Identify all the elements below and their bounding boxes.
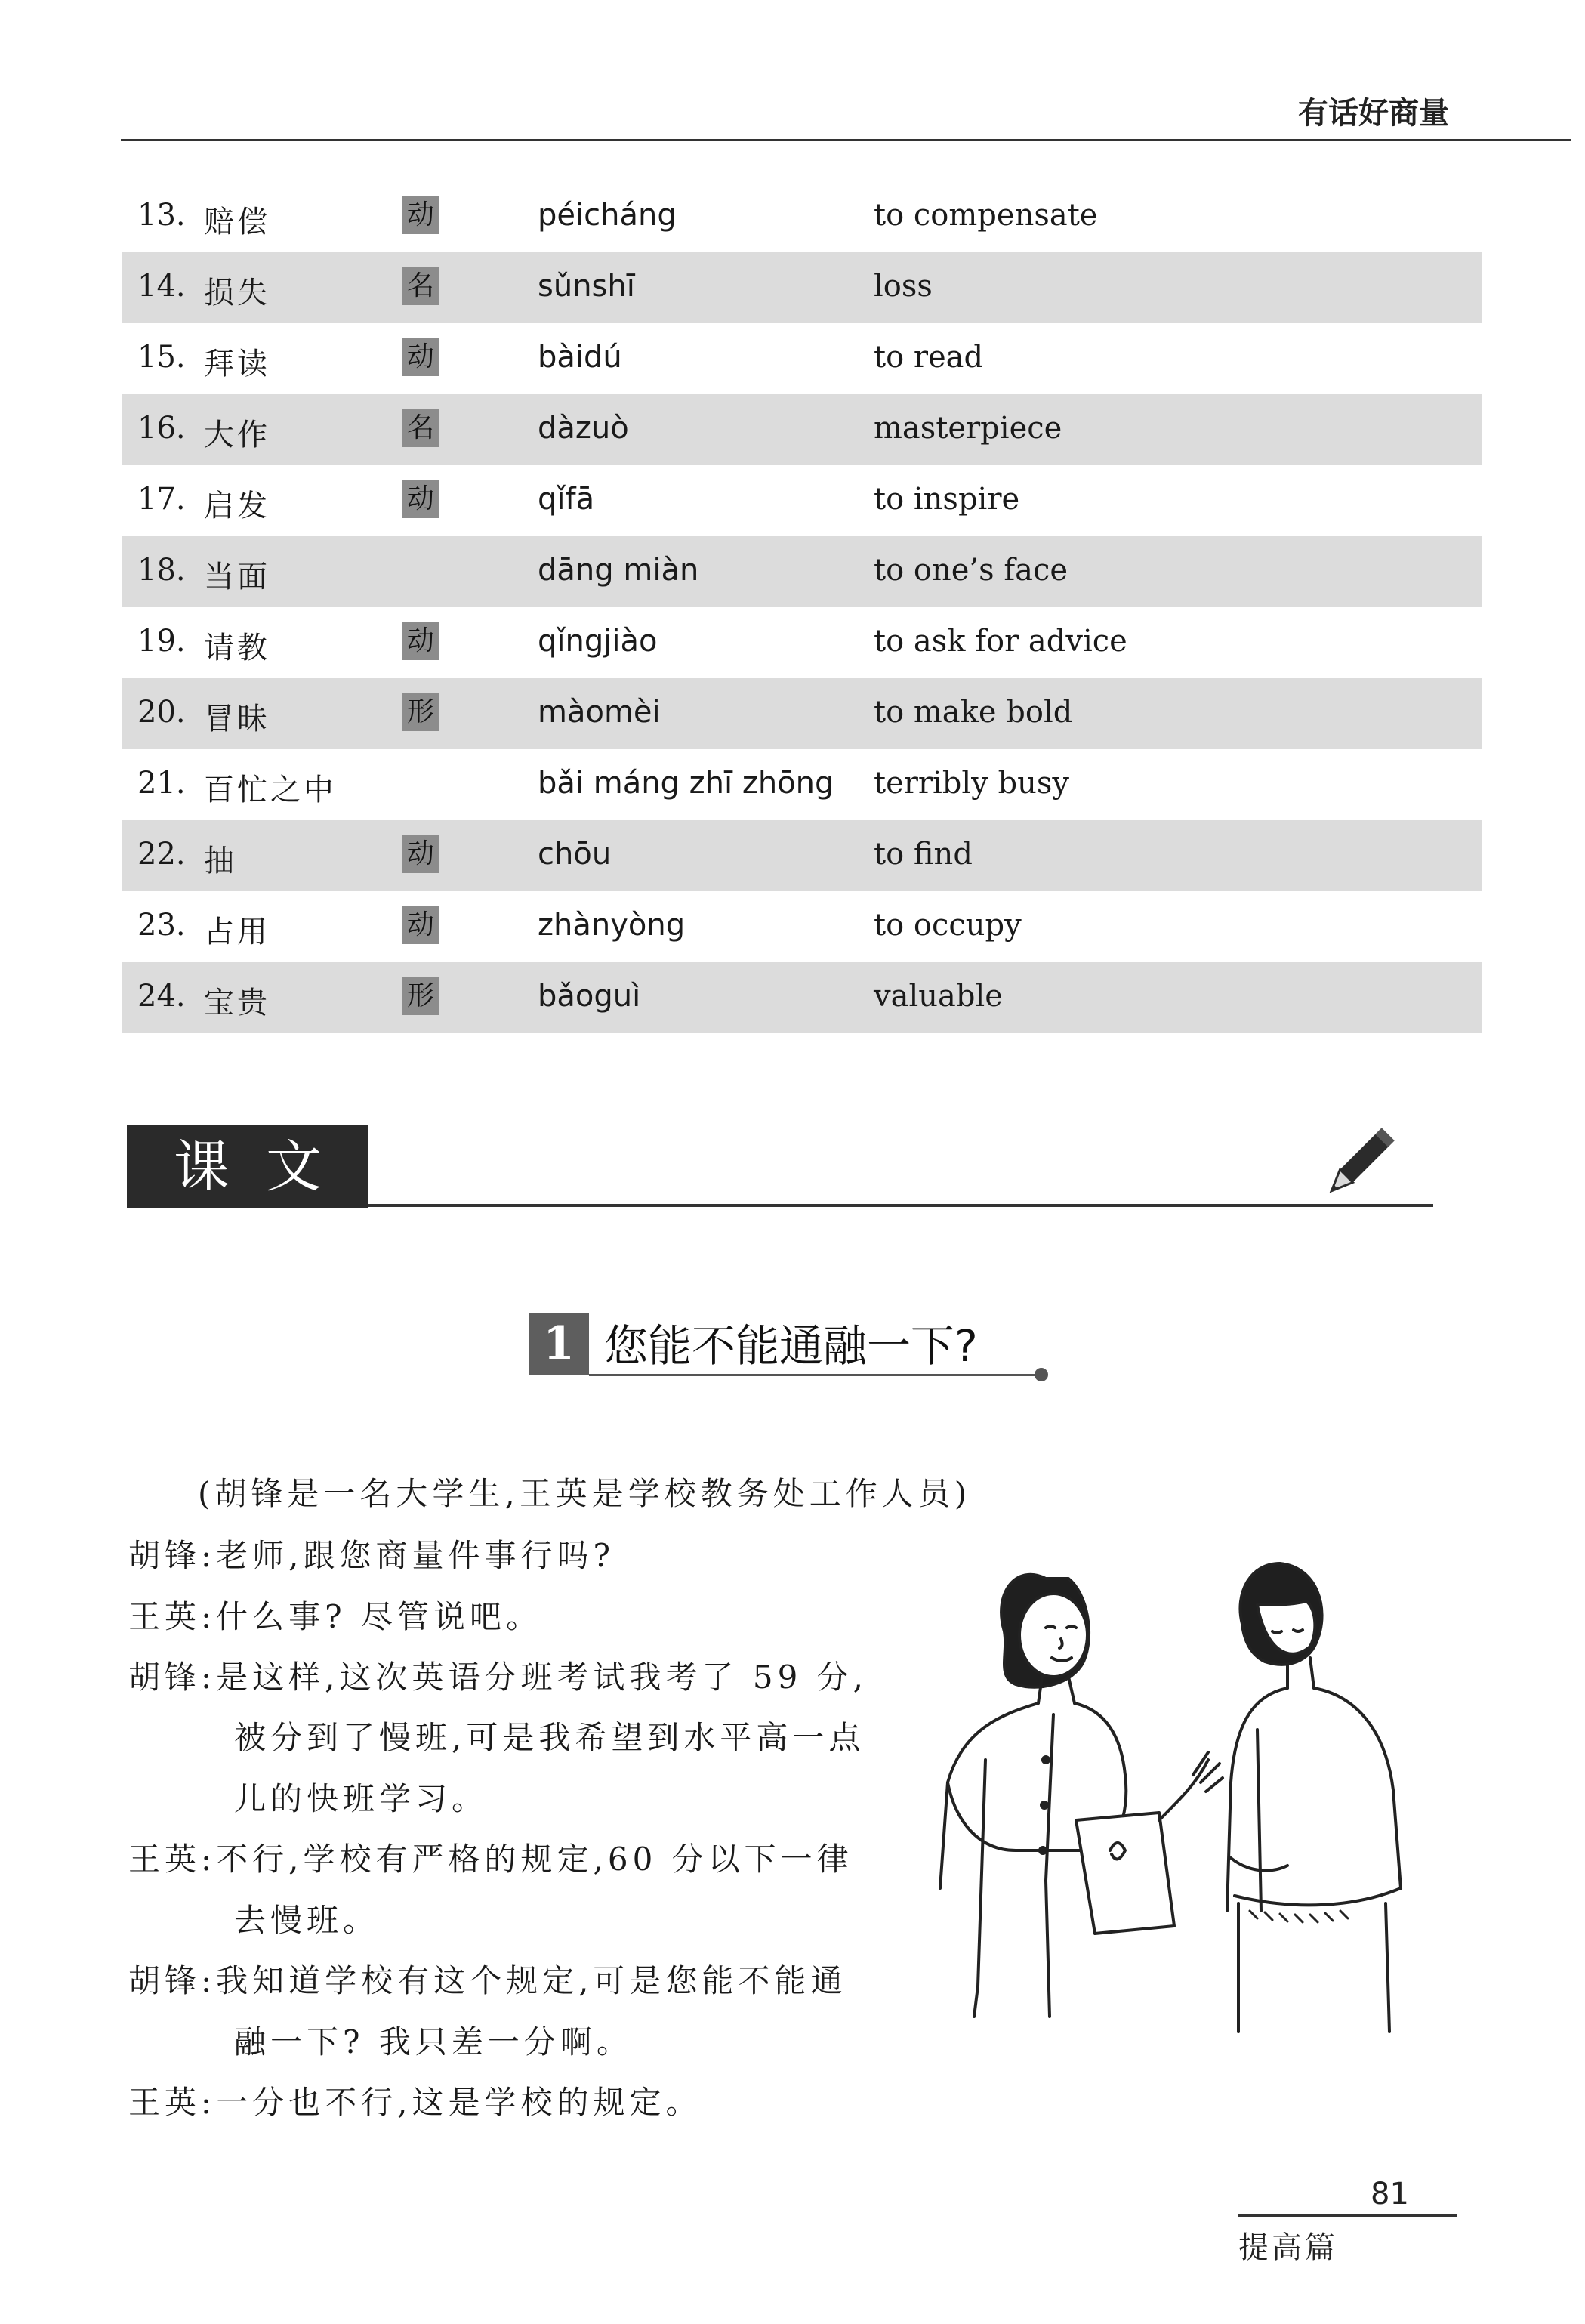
lesson-title-underline [589, 1374, 1042, 1376]
footer-rule [1238, 2214, 1457, 2217]
lesson-title-dot [1035, 1368, 1048, 1381]
vocab-number: 16. [137, 411, 186, 446]
vocab-row [122, 181, 1482, 252]
vocab-word: 宝贵 [204, 986, 270, 1020]
vocab-pinyin: zhànyòng [538, 908, 686, 943]
vocab-part-of-speech: 形 [402, 977, 439, 1015]
vocab-pinyin: bàidú [538, 340, 622, 375]
vocab-word: 大作 [204, 418, 270, 452]
dialogue-line: 去慢班。 [234, 1902, 380, 1939]
vocab-part-of-speech: 动 [402, 835, 439, 873]
vocab-word: 当面 [204, 560, 270, 594]
dialogue-illustration [933, 1533, 1461, 2047]
vocab-part-of-speech: 动 [402, 480, 439, 518]
vocab-pinyin: qǐngjiào [538, 624, 658, 659]
dialogue-line: 胡锋:是这样,这次英语分班考试我考了 59 分, [128, 1659, 868, 1696]
vocab-number: 18. [137, 553, 186, 588]
vocab-number: 20. [137, 695, 186, 730]
vocab-pinyin: dàzuò [538, 411, 629, 446]
vocab-meaning: valuable [874, 979, 1003, 1014]
vocab-row [122, 820, 1482, 891]
vocab-pinyin: dāng miàn [538, 553, 699, 588]
vocab-word: 赔偿 [204, 205, 270, 239]
dialogue-line: 王英:什么事? 尽管说吧。 [128, 1598, 543, 1635]
vocab-number: 17. [137, 482, 186, 517]
dialogue-line: 被分到了慢班,可是我希望到水平高一点 [234, 1719, 865, 1756]
vocab-meaning: to occupy [874, 908, 1022, 943]
vocab-number: 23. [137, 908, 186, 943]
vocab-meaning: to ask for advice [874, 624, 1127, 659]
vocab-meaning: to compensate [874, 198, 1098, 233]
vocab-row [122, 536, 1482, 607]
vocab-part-of-speech: 动 [402, 338, 439, 376]
book-part-label: 提高篇 [1238, 2230, 1338, 2265]
lesson-title: 您能不能通融一下? [604, 1320, 978, 1372]
dialogue-line: 儿的快班学习。 [234, 1780, 489, 1817]
vocab-word: 拜读 [204, 347, 270, 381]
vocab-word: 抽 [204, 844, 237, 878]
vocab-row [122, 607, 1482, 678]
vocab-word: 请教 [204, 631, 270, 665]
vocab-row [122, 394, 1482, 465]
vocab-word: 占用 [204, 915, 270, 949]
vocab-meaning: masterpiece [874, 411, 1062, 446]
vocab-number: 19. [137, 624, 186, 659]
vocab-meaning: to inspire [874, 482, 1020, 517]
page-number: 81 [1371, 2177, 1409, 2211]
vocab-meaning: to make bold [874, 695, 1073, 730]
running-title: 有话好商量 [1298, 96, 1449, 131]
vocab-part-of-speech: 动 [402, 196, 439, 234]
header-rule [121, 139, 1571, 141]
lesson-number-badge: 1 [529, 1313, 589, 1375]
dialogue-line: 胡锋:老师,跟您商量件事行吗? [128, 1537, 615, 1574]
vocab-part-of-speech: 名 [402, 409, 439, 447]
dialogue-line: 融一下? 我只差一分啊。 [234, 2023, 633, 2060]
vocab-word: 冒昧 [204, 702, 270, 736]
pencil-icon [1314, 1118, 1405, 1208]
vocab-part-of-speech: 动 [402, 906, 439, 944]
vocab-meaning: loss [874, 269, 933, 304]
vocab-number: 24. [137, 979, 186, 1014]
vocab-pinyin: màomèi [538, 695, 661, 730]
vocab-pinyin: qǐfā [538, 482, 595, 517]
vocab-row [122, 749, 1482, 820]
section-title: 课文 [174, 1134, 358, 1199]
vocab-number: 15. [137, 340, 186, 375]
vocab-pinyin: bǎoguì [538, 979, 641, 1014]
vocab-word: 损失 [204, 276, 270, 310]
dialogue-intro: (胡锋是一名大学生,王英是学校教务处工作人员) [198, 1475, 972, 1512]
vocab-number: 13. [137, 198, 186, 233]
section-rule [368, 1204, 1433, 1207]
dialogue-line: 王英:不行,学校有严格的规定,60 分以下一律 [128, 1841, 853, 1878]
vocabulary-table [122, 181, 1482, 1033]
vocab-word: 百忙之中 [204, 773, 337, 807]
vocab-pinyin: bǎi máng zhī zhōng [538, 766, 834, 801]
vocab-meaning: to read [874, 340, 984, 375]
vocab-row [122, 323, 1482, 394]
vocab-part-of-speech: 形 [402, 693, 439, 731]
vocab-pinyin: chōu [538, 837, 612, 872]
vocab-part-of-speech: 动 [402, 622, 439, 660]
dialogue-line: 胡锋:我知道学校有这个规定,可是您能不能通 [128, 1962, 847, 1999]
vocab-number: 22. [137, 837, 186, 872]
vocab-meaning: to find [874, 837, 973, 872]
vocab-number: 14. [137, 269, 186, 304]
vocab-word: 启发 [204, 489, 270, 523]
vocab-row [122, 962, 1482, 1033]
vocab-number: 21. [137, 766, 186, 801]
vocab-pinyin: péicháng [538, 198, 677, 233]
vocab-row [122, 252, 1482, 323]
vocab-meaning: to one’s face [874, 553, 1068, 588]
dialogue-line: 王英:一分也不行,这是学校的规定。 [128, 2084, 702, 2121]
vocab-row [122, 465, 1482, 536]
vocab-row [122, 891, 1482, 962]
vocab-pinyin: sǔnshī [538, 269, 635, 304]
vocab-meaning: terribly busy [874, 766, 1069, 801]
vocab-row [122, 678, 1482, 749]
vocab-part-of-speech: 名 [402, 267, 439, 305]
